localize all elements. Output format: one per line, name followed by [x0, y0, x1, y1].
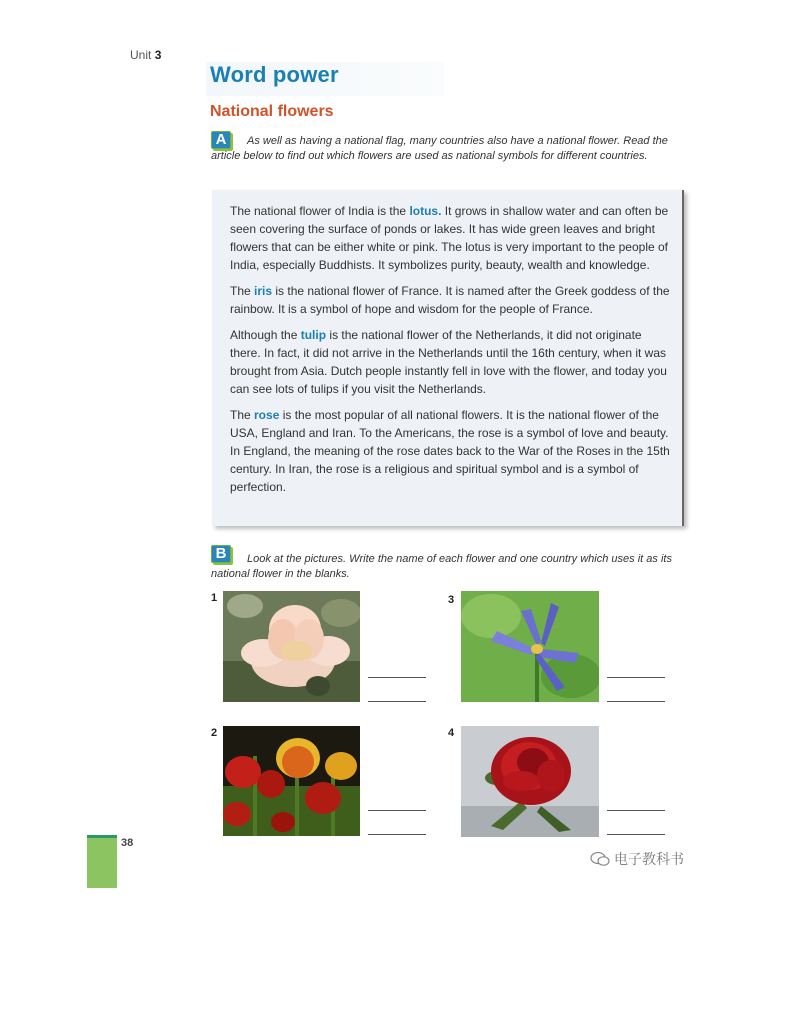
article-paragraph-rose: The rose is the most popular of all national flowers. It is the national flower of the USA, England and Iran. To the Americans, the rose is a symbol of love and beauty. In England, the meaning of the rose dates back to the War of the Roses in the 15th century. In Iran, the rose is a religious and spiritual symbol and is a symbol of perfection.	[230, 408, 670, 494]
section-a-badge: A	[211, 131, 231, 149]
tulip-flowers-photo	[223, 726, 360, 836]
article-paragraph-iris: The iris is the national flower of France. It is named after the Greek goddess of the rainbow. It is a symbol of hope and wisdom for the people of France.	[230, 284, 670, 316]
wechat-icon	[590, 852, 610, 866]
iris-flower-photo	[461, 591, 599, 702]
answer-blank-2-country[interactable]	[368, 834, 426, 835]
rose-flower-photo	[461, 726, 599, 837]
answer-blank-2-flower[interactable]	[368, 810, 426, 811]
page-title: Word power	[210, 62, 339, 87]
section-b-instruction: Look at the pictures. Write the name of each flower and one country which uses it as its national flower in the blanks.	[211, 553, 672, 580]
picture-number-2: 2	[211, 727, 218, 739]
section-subtitle: National flowers	[210, 103, 334, 120]
answer-blank-3-country[interactable]	[607, 701, 665, 702]
answer-blank-1-flower[interactable]	[368, 677, 426, 678]
page-number: 38	[121, 837, 134, 849]
picture-number-1: 1	[211, 592, 218, 604]
keyword-iris: iris	[254, 284, 273, 298]
keyword-rose: rose	[254, 408, 280, 422]
lotus-flower-photo	[223, 591, 360, 702]
article-box	[212, 190, 684, 526]
unit-label: Unit 3	[130, 48, 162, 62]
page-marker-bar	[87, 835, 117, 888]
keyword-lotus: lotus.	[409, 204, 442, 218]
answer-blank-4-country[interactable]	[607, 834, 665, 835]
article-paragraph-tulip: Although the tulip is the national flower of the Netherlands, it did not originate there. In fact, it did not arrive in the Netherlands until the 16th century, when it was brought from Asia. Dutch people instantly fell in love with the flower, and today you can see lots of tulips if you visit the Netherlands.	[230, 328, 667, 396]
article-paragraph-lotus: The national flower of India is the lotus. It grows in shallow water and can often be seen covering the surface of ponds or lakes. It has wide green leaves and bright flowers that can be either white or pink. The lotus is very important to the people of India, especially Buddhists. It symbolizes purity, beauty, wealth and knowledge.	[230, 204, 669, 272]
answer-blank-1-country[interactable]	[368, 701, 426, 702]
answer-blank-4-flower[interactable]	[607, 810, 665, 811]
picture-number-3: 3	[448, 594, 455, 606]
watermark: 电子教科书	[590, 849, 684, 869]
section-b-badge: B	[211, 545, 231, 563]
picture-number-4: 4	[448, 727, 455, 739]
keyword-tulip: tulip	[300, 328, 327, 342]
answer-blank-3-flower[interactable]	[607, 677, 665, 678]
section-a-instruction: As well as having a national flag, many countries also have a national flower. Read the article below to find out which flowers are used as national symbols for different countries.	[211, 135, 668, 162]
